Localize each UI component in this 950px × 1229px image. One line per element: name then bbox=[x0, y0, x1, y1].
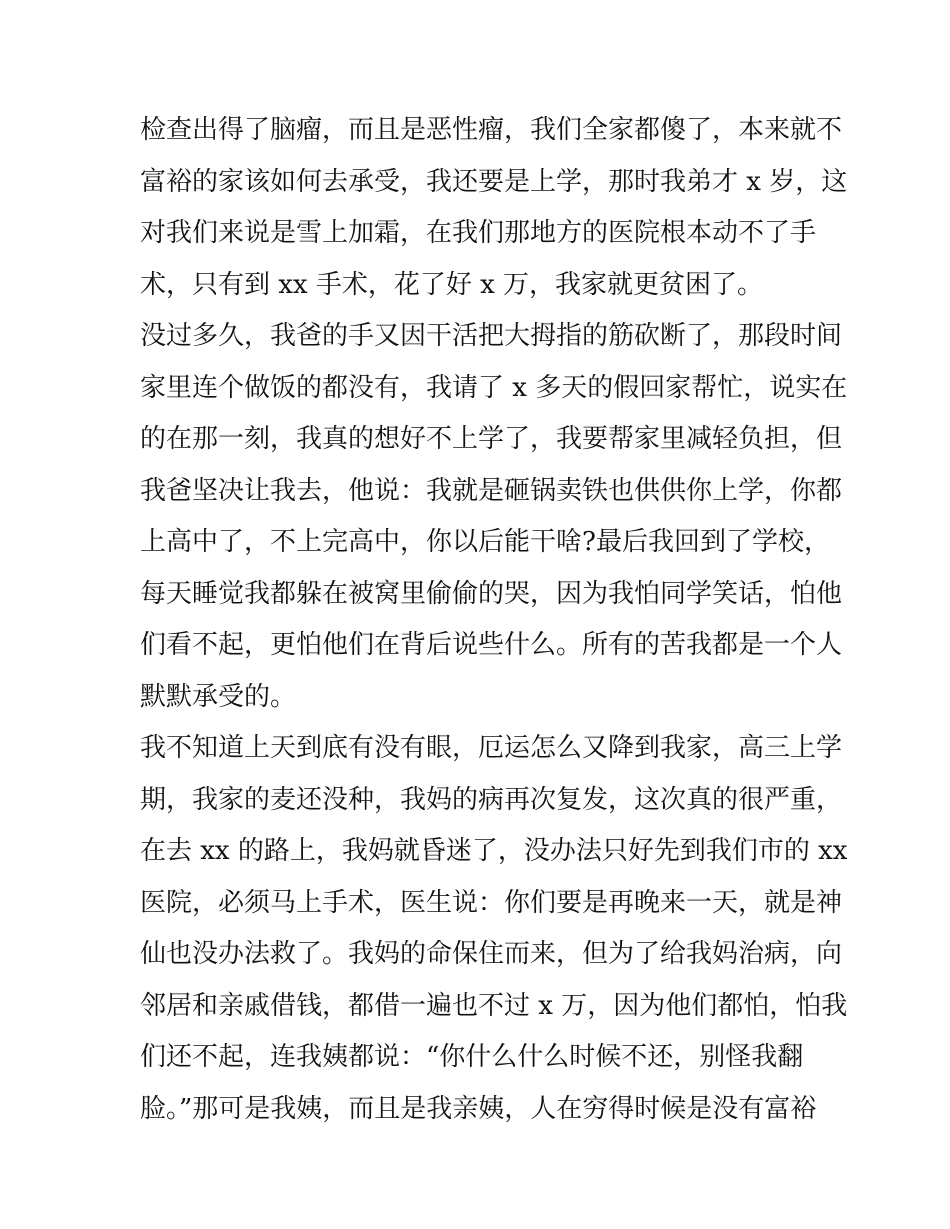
text-line-5: 没过多久，我爸的手又因干活把大拇指的筋砍断了，那段时间 bbox=[140, 321, 843, 351]
text-line-8: 我爸坚决让我去，他说：我就是砸锅卖铁也供供你上学，你都 bbox=[140, 475, 843, 506]
body-text bbox=[140, 105, 848, 1135]
text-line-9: 上高中了，不上完高中，你以后能干啥?最后我回到了学校， bbox=[140, 527, 830, 557]
text-line-11: 们看不起，更怕他们在背后说些什么。所有的苦我都是一个人 bbox=[140, 630, 843, 660]
text-line-4: 术，只有到 xx 手术，花了好 x 万，我家就更贫困了。 bbox=[140, 269, 764, 300]
text-line-7: 的在那一刻，我真的想好不上学了，我要帮家里减轻负担，但 bbox=[140, 424, 843, 454]
text-line-17: 仙也没办法救了。我妈的命保住而来，但为了给我妈治病，向 bbox=[140, 939, 843, 969]
text-line-12: 默默承受的。 bbox=[140, 681, 297, 712]
text-line-10: 每天睡觉我都躲在被窝里偷偷的哭，因为我怕同学笑话，怕他 bbox=[140, 578, 843, 609]
text-line-1: 检查出得了脑瘤，而且是恶性瘤，我们全家都傻了，本来就不 bbox=[140, 115, 843, 145]
text-line-2: 富裕的家该如何去承受，我还要是上学，那时我弟才 x 岁，这 bbox=[140, 166, 848, 197]
text-line-16: 医院，必须马上手术，医生说：你们要是再晚来一天，就是神 bbox=[140, 887, 843, 918]
text-line-20: 脸。”那可是我姨，而且是我亲姨，人在穷得时候是没有富裕 bbox=[140, 1093, 817, 1124]
text-line-14: 期，我家的麦还没种，我妈的病再次复发，这次真的很严重， bbox=[140, 784, 843, 815]
text-line-3: 对我们来说是雪上加霜，在我们那地方的医院根本动不了手 bbox=[140, 218, 817, 248]
text-line-19: 们还不起，连我姨都说：“你什么什么时候不还，别怪我翻 bbox=[140, 1042, 804, 1072]
text-line-13: 我不知道上天到底有没有眼，厄运怎么又降到我家，高三上学 bbox=[140, 733, 843, 763]
text-line-6: 家里连个做饭的都没有，我请了 x 多天的假回家帮忙，说实在 bbox=[140, 372, 848, 403]
text-line-15: 在去 xx 的路上，我妈就昏迷了，没办法只好先到我们市的 xx bbox=[140, 836, 848, 866]
text-line-18: 邻居和亲戚借钱，都借一遍也不过 x 万，因为他们都怕，怕我 bbox=[140, 990, 848, 1021]
